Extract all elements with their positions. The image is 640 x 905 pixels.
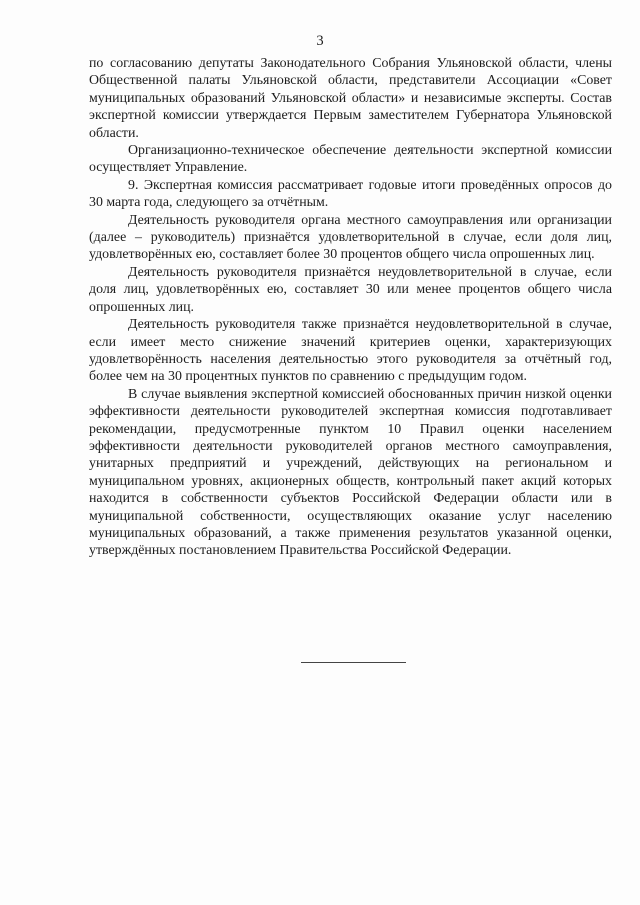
paragraph-recommendations: В случае выявления экспертной комиссией обоснованных причин низкой оценки эффективности деятельности руководителей экспертная комиссия подготавливает рекомендации, предусмотренные пунктом 10 Правил оценки населением эффективности деятельности руководителей органов местного самоуправления, унитарных предприятий и учреждений, действующих на региональном и муниципальном уровнях, акционерных обществ, контрольный пакет акций которых находится в собственности субъектов Российской Федерации области или в муниципальной собственности, осуществляющих оказание услуг населению муниципальных образований, а также применения результатов указанной оценки, утверждённых постановлением Правительства Российской Федерации. [89,386,612,559]
paragraph-unsatisfactory-decline: Деятельность руководителя также признаётся неудовлетворительной в случае, если имеет место снижение значений критериев оценки, характеризующих удовлетворённость населения деятельностью этого руководителя за отчётный год, более чем на 30 процентных пунктов по сравнению с предыдущим годом. [89,317,612,385]
paragraph-unsatisfactory: Деятельность руководителя признаётся неудовлетворительной в случае, если доля лиц, удовлетворённых ею, составляет 30 или менее процентов общего числа опрошенных лиц. [89,264,612,315]
page-number: 3 [316,33,324,49]
paragraph-organizational-support: Организационно-техническое обеспечение деятельности экспертной комиссии осуществляет Управление. [89,143,612,176]
closing-rule [301,662,406,663]
paragraph-satisfactory: Деятельность руководителя органа местного самоуправления или организации (далее – руководитель) признаётся удовлетворительной в случае, если доля лиц, удовлетворённых ею, составляет более 30 процентов общего числа опрошенных лиц. [89,212,612,263]
paragraph-continuation: по согласованию депутаты Законодательного Собрания Ульяновской области, члены Общественной палаты Ульяновской области, представители Ассоциации «Совет муниципальных образований Ульяновской области» и независимые эксперты. Состав экспертной комиссии утверждается Первым заместителем Губернатора Ульяновской области. [89,56,612,141]
paragraph-item-9: 9. Экспертная комиссия рассматривает годовые итоги проведённых опросов до 30 марта года, следующего за отчётным. [89,177,612,211]
document-body [89,55,612,560]
